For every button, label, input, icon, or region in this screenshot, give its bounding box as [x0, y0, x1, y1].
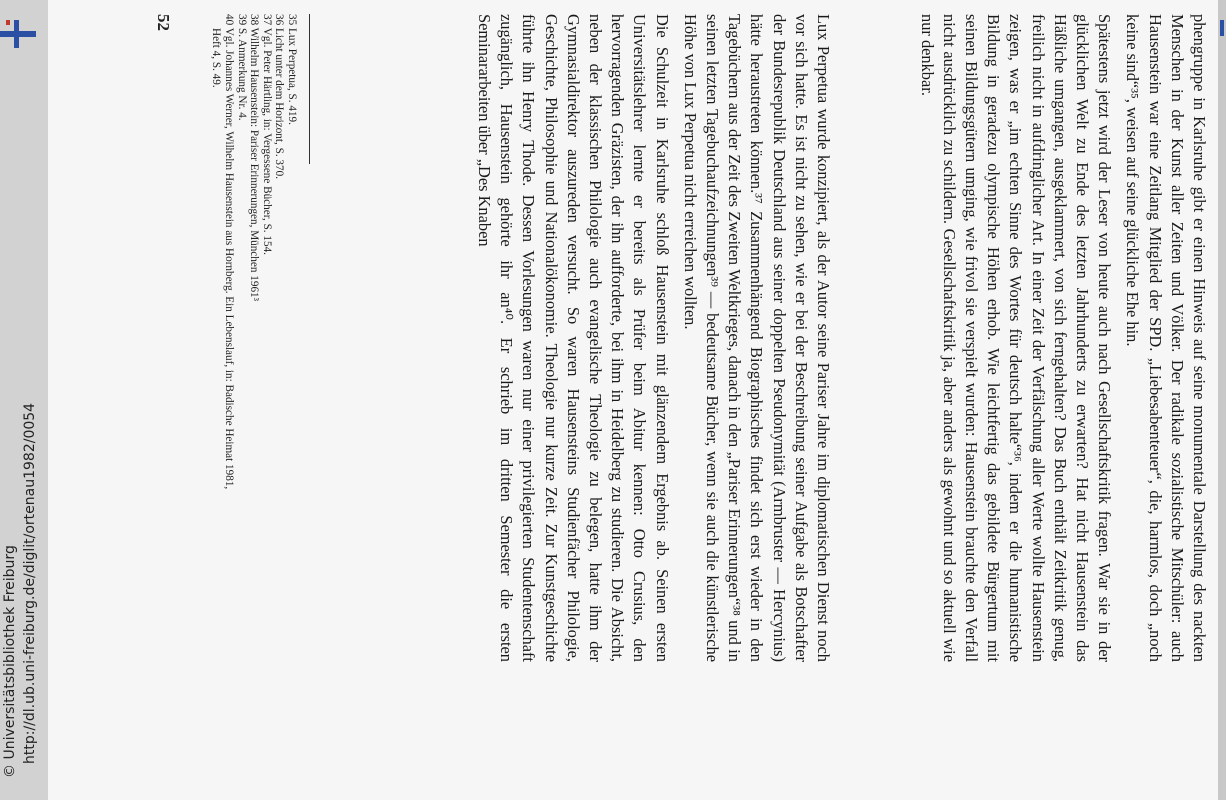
paragraph-2: Spätestens jetzt wird der Leser von heute auch nach Gesellschaftskritik fragen. War sie in der glücklichen Welt zu Ende des letzten Jahrhunderts zu erwarten? Hat nicht Hausenstein das Häßliche umgangen, ausgeklammert, von sich ferngehalten? Das Buch enthält Zeitkritik genug, freilich nicht in aufdringlicher Art. In einer Zeit der Verfälschung aller Werte wollte Hausenstein zeigen, was er „im echten Sinne des Wortes für deutsch halte“³⁶, indem er die humanistische Bildung in geradezu olympische Höhen erhob. Wie leichtfertig das gebildete Bürgertum mit seinen Bildungsgütern umging, wie frivol sie verspielt wurden: Hausenstein brauchte den Verfall nicht ausdrücklich zu schildern. Gesellschaftskritik ja, aber anders als gewohnt und so aktuell wie nur denkbar. — [917, 14, 1115, 662]
paragraph-1: phengruppe in Karlsruhe gibt er einen Hinweis auf seine monumentale Darstellung des nackten Menschen in der Kunst aller Zeiten und Völker. Der radikale sozialistische Mitschüler: auch Hausenstein war eine Zeitlang Mitglied der SPD. „Liebesabenteuer“, die, harmlos, doch „noch keine sind“³⁵, weisen auf seine glückliche Ehe hin. — [1123, 14, 1209, 662]
footnote-39: 39 S. Anmerkung Nr. 4. — [235, 14, 248, 121]
footnote-37: 37 Vgl. Peter Härtling, in: Vergessene Bücher, S. 154. — [260, 14, 273, 255]
copyright-text: © Universitätsbibliothek Freiburg — [2, 545, 18, 778]
page-number: 52 — [154, 14, 173, 31]
source-url[interactable]: http://dl.ub.uni-freiburg.de/diglit/ortenau1982/0054 — [22, 402, 38, 764]
footnote-35: 35 Lux Perpetua, S. 419. — [286, 14, 298, 125]
paragraph-3: Lux Perpetua wurde konzipiert, als der Autor seine Pariser Jahre im diplomatischen Dienst noch vor sich hatte. Es ist nicht zu sehen, wie er bei der Beschreibung seiner Aufgabe als Botschafter der Bundesrepublik Deutschland aus seiner doppelten Pseudonymität (Armbruster — Hercynius) hätte heraustreten können.³⁷ Zusammenhängend Biographisches findet sich erst wieder in den Tagebüchern aus der Zeit des Zweiten Weltkrieges, danach in den „Pariser Erinnerungen“³⁸ und in seinen letzten Tagebuchaufzeichnungen³⁹ — bedeutsame Bücher, wenn sie auch die künstlerische Höhe von Lux Perpetua nicht erreichen wollten. — [680, 14, 833, 662]
footnote-40: 40 Vgl. Johannes Werner, Wilhelm Hausenstein aus Hornberg. Ein Lebenslauf, in: Badische Heimat 1981, — [223, 14, 236, 490]
viewer-left-margin — [0, 0, 48, 800]
body-column-right — [909, 14, 1210, 662]
footnotes — [210, 14, 298, 662]
viewer-right-margin — [1218, 0, 1226, 800]
footnote-divider — [309, 14, 310, 164]
credit-rotated — [0, 0, 48, 800]
page-content-rotated — [48, 0, 1218, 800]
footnote-40-cont: Heft 4, S. 49. — [210, 14, 223, 88]
paragraph-4: Die Schulzeit in Karlsruhe schloß Hausenstein mit glänzendem Ergebnis ab. Seinen ersten Universitätslehrer lernte er bereits als Prüfer beim Abitur kennen: Otto Crusius, den hervorragenden Gräzisten, der ihn aufforderte, bei ihm in Heidelberg zu studieren. Die Absicht, neben der klassischen Philologie auch evangelische Theologie zu belegen, hatte ihm der Gymnasialdirektor auszureden versucht. So waren Hausensteins Studienfächer Philologie, Geschichte, Philosophie und Nationalökonomie. Theologie nur kurze Zeit. Zur Kunstgeschichte führte ihn Henry Thode. Dessen Vorlesungen waren nur einer privilegierten Studentenschaft zugänglich, Hausenstein gehörte ihr an⁴⁰. Er schrieb im dritten Semester die ersten Seminararbeiten über „Des Knaben — [474, 14, 672, 662]
body-column-left — [467, 14, 834, 662]
scan-color-bar — [1220, 20, 1224, 36]
scanned-page — [48, 0, 1218, 800]
footnote-36: 36 Licht unter dem Horizont, S. 370. — [273, 14, 286, 179]
footnote-38: 38 Wilhelm Hausenstein: Pariser Erinnerungen, München 1961³ — [248, 14, 261, 301]
